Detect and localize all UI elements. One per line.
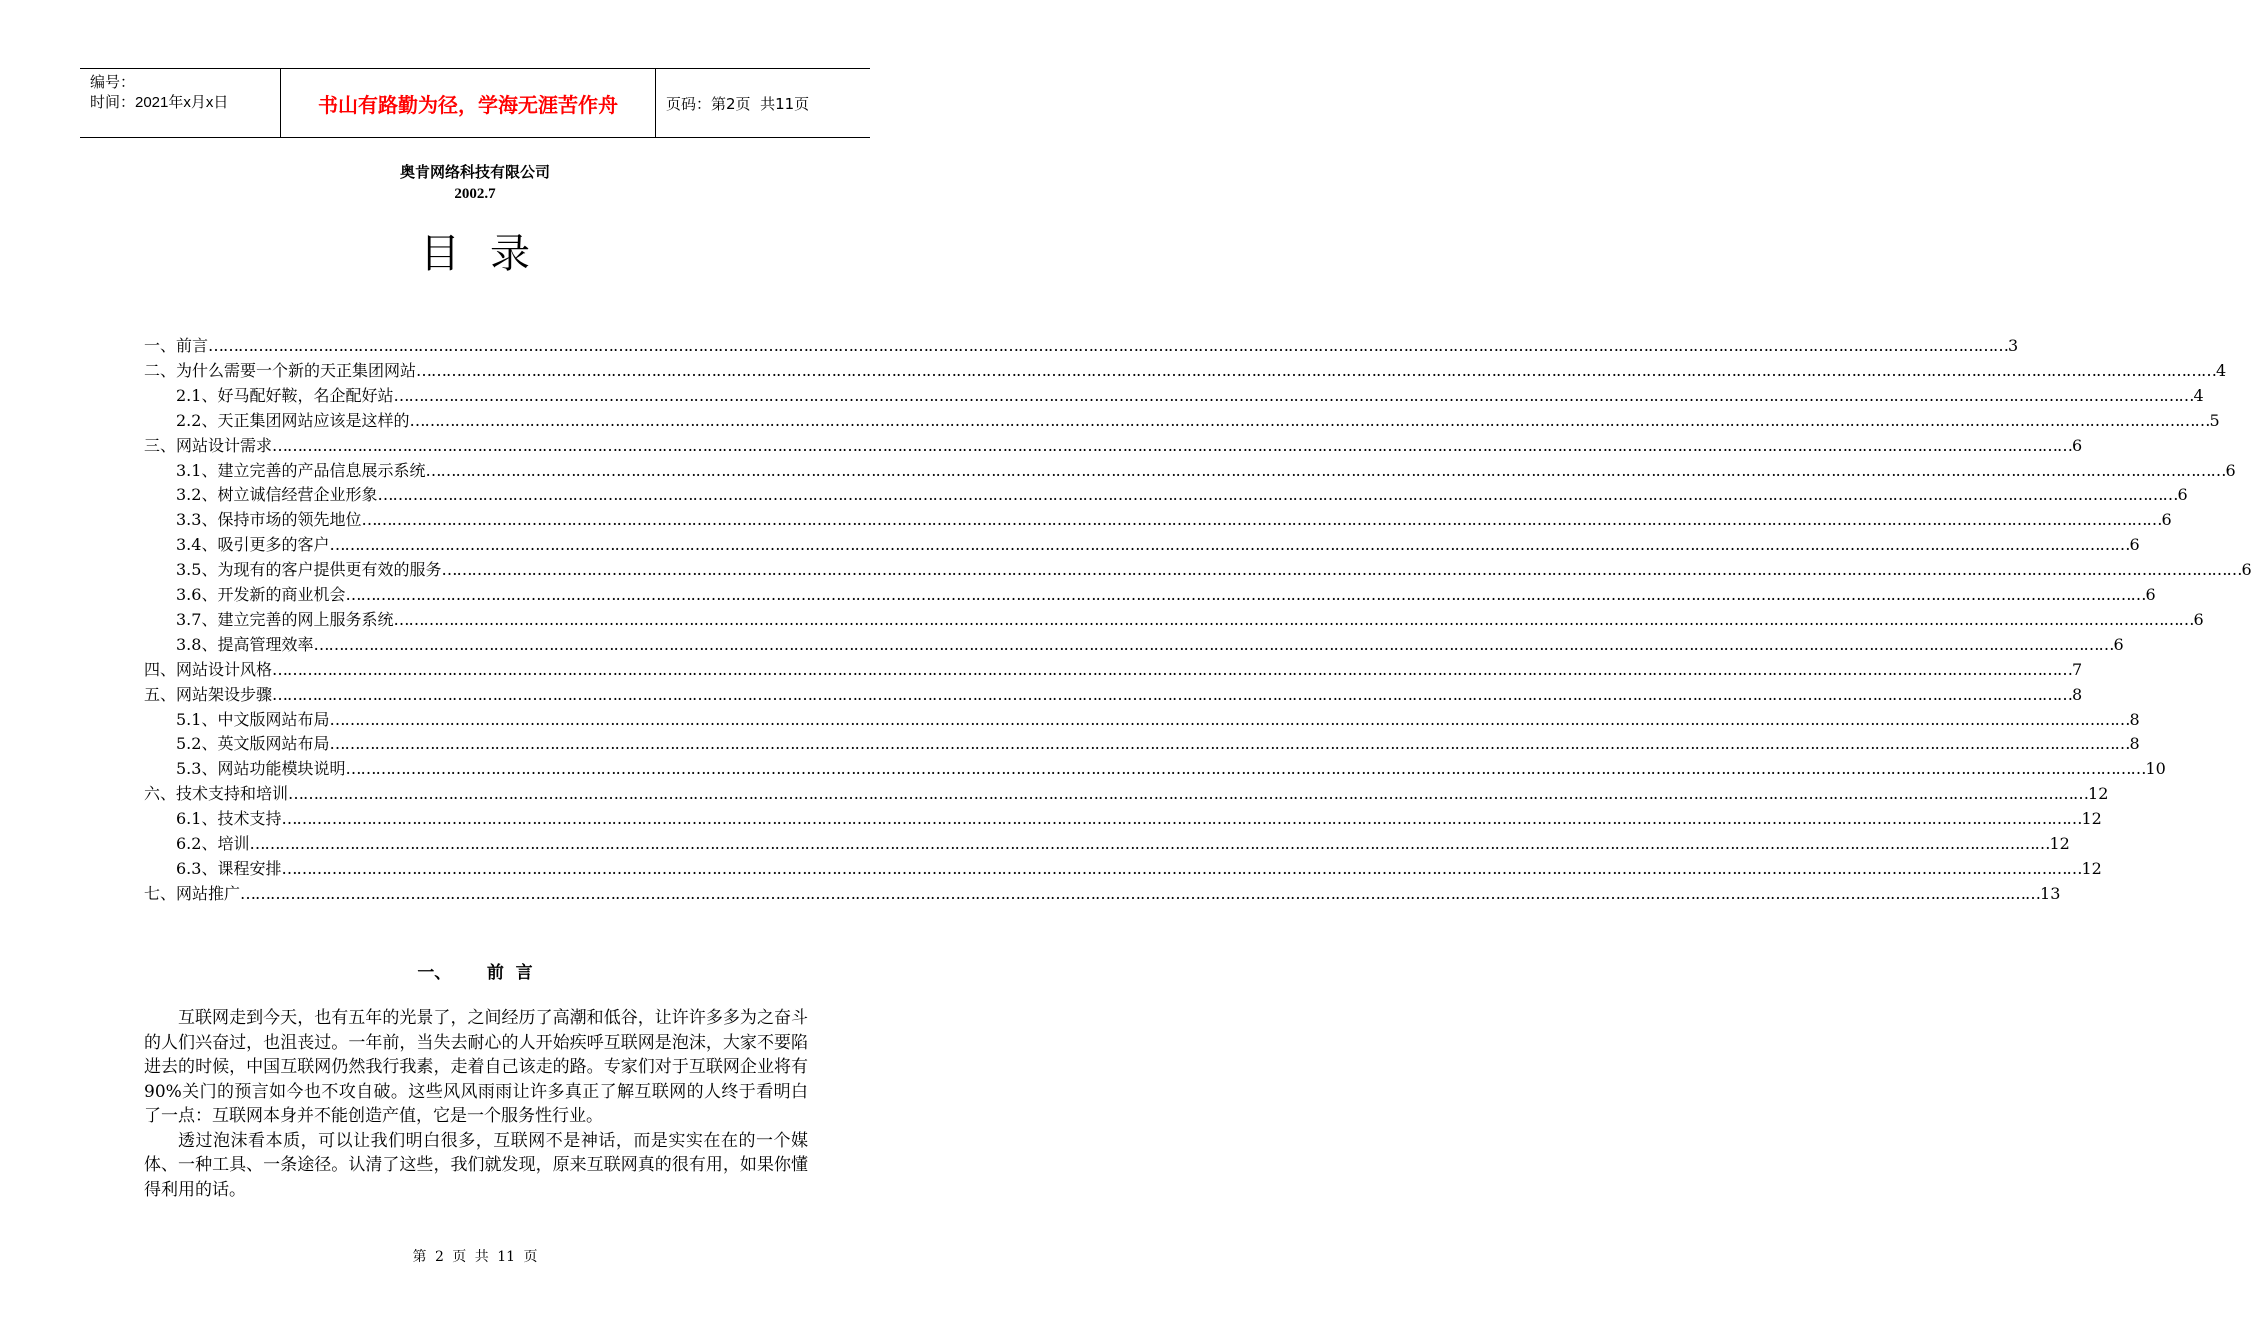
toc-entry-label: 网站架设步骤 <box>176 684 273 704</box>
toc-dot-leader: ……………………………………………………………………………………………………………………………………………………………………………………………………………………………………………………………………………………………………………………………… <box>329 734 2130 754</box>
toc-entry-label: 建立完善的产品信息展示系统 <box>217 460 426 480</box>
page-footer: 第 2 页 共 11 页 <box>412 1249 538 1265</box>
toc-entry-number: 四、 <box>144 659 177 679</box>
toc-entry-page: 6 <box>2145 585 2156 604</box>
toc-dot-leader: ……………………………………………………………………………………………………………………………………………………………………………………………………………………………………………………………………………………………………………………………… <box>377 485 2178 505</box>
toc-entry-label: 吸引更多的客户 <box>217 535 330 555</box>
toc-dot-leader: ……………………………………………………………………………………………………………………………………………………………………………………………………………………………………………………………………………………………………………………………… <box>272 684 2073 704</box>
toc-dot-leader: ……………………………………………………………………………………………………………………………………………………………………………………………………………………………………………………………………………………………………………………………… <box>361 510 2162 530</box>
toc-entry <box>176 833 2070 855</box>
toc-entry-number: 三、 <box>144 435 177 455</box>
toc-entry <box>176 584 2156 606</box>
toc-entry-page: 7 <box>2072 659 2083 679</box>
toc-entry <box>144 684 2083 706</box>
toc-entry <box>176 808 2102 830</box>
toc-dot-leader: ……………………………………………………………………………………………………………………………………………………………………………………………………………………………………………………………………………………………………………………………… <box>313 634 2114 654</box>
toc-entry <box>176 758 2166 780</box>
toc-dot-leader: ……………………………………………………………………………………………………………………………………………………………………………………………………………………………………………………………………………………………………………………………… <box>345 759 2146 779</box>
toc-dot-leader: ……………………………………………………………………………………………………………………………………………………………………………………………………………………………………………………………………………………………………………………………… <box>272 659 2073 679</box>
toc-entry-label: 网站功能模块说明 <box>217 759 346 779</box>
header-page-info: 页码：第2页 共11页 <box>666 94 810 113</box>
toc-entry <box>176 509 2172 531</box>
paragraph-2: 透过泡沫看本质，可以让我们明白很多，互联网不是神话，而是实实在在的一个媒体、一种工具、一条途径。认清了这些，我们就发现，原来互联网真的很有用，如果你懂得利用的话。 <box>144 1130 808 1200</box>
toc-entry-number: 3.6、 <box>176 585 218 604</box>
toc-dot-leader: ……………………………………………………………………………………………………………………………………………………………………………………………………………………………………………………………………………………………………………………………… <box>281 809 2082 829</box>
toc-entry-label: 培训 <box>217 834 250 853</box>
toc-entry <box>144 783 2109 805</box>
toc-entry-label: 提高管理效率 <box>217 634 314 654</box>
toc-entry <box>144 435 2083 457</box>
toc-entry-number: 3.7、 <box>176 609 218 629</box>
toc-entry <box>176 559 2252 581</box>
toc-entry-number: 2.1、 <box>176 385 218 405</box>
toc-entry-label: 技术支持 <box>217 809 282 829</box>
toc-entry <box>144 659 2083 681</box>
toc-entry <box>176 709 2140 731</box>
toc-entry-number: 3.3、 <box>176 510 218 530</box>
toc-entry-page: 6 <box>2225 460 2236 480</box>
section-title: 一、 前 言 <box>417 963 533 983</box>
toc-entry-number: 5.1、 <box>176 709 218 729</box>
toc-dot-leader: ……………………………………………………………………………………………………………………………………………………………………………………………………………………………………………………………………………………………………………………………… <box>288 784 2089 804</box>
toc-dot-leader: ……………………………………………………………………………………………………………………………………………………………………………………………………………………………………………………………………………………………………………………………… <box>249 834 2050 853</box>
toc-dot-leader: ……………………………………………………………………………………………………………………………………………………………………………………………………………………………………………………………………………………………………………………………… <box>240 883 2041 903</box>
toc-entry-number: 六、 <box>144 784 177 804</box>
toc-entry-number: 3.2、 <box>176 485 218 505</box>
toc-dot-leader: ……………………………………………………………………………………………………………………………………………………………………………………………………………………………………………………………………………………………………………………………… <box>281 858 2082 878</box>
toc-entry-label: 网站设计风格 <box>176 659 273 679</box>
toc-entry-label: 中文版网站布局 <box>217 709 330 729</box>
toc-entry <box>144 883 2061 905</box>
toc-entry <box>176 609 2204 631</box>
toc-entry-page: 6 <box>2113 634 2124 654</box>
toc-dot-leader: ……………………………………………………………………………………………………………………………………………………………………………………………………………………………………………………………………………………………………………………………… <box>416 360 2217 380</box>
toc-entry-label: 树立诚信经营企业形象 <box>217 485 378 505</box>
toc-entry-page: 12 <box>2088 784 2109 804</box>
toc-entry <box>176 484 2188 506</box>
toc-dot-leader: ……………………………………………………………………………………………………………………………………………………………………………………………………………………………………………………………………………………………………………………………… <box>393 609 2194 629</box>
toc-entry-label: 天正集团网站应该是这样的 <box>217 410 410 430</box>
toc-entry-label: 英文版网站布局 <box>217 734 330 754</box>
toc-entry-page: 10 <box>2145 759 2166 779</box>
toc-entry-number: 3.1、 <box>176 460 218 480</box>
toc-entry-label: 网站设计需求 <box>176 435 273 455</box>
header-meta <box>80 69 280 137</box>
header-motto: 书山有路勤为径，学海无涯苦作舟 <box>280 69 656 137</box>
toc-entry-label: 好马配好鞍，名企配好站 <box>217 385 394 405</box>
toc-entry-number: 一、 <box>144 336 177 355</box>
toc-entry-number: 二、 <box>144 360 177 380</box>
toc-entry-page: 4 <box>2193 385 2204 405</box>
toc-entry-page: 3 <box>2008 336 2019 355</box>
toc-entry-page: 4 <box>2216 360 2227 380</box>
toc-entry-page: 12 <box>2081 809 2102 829</box>
toc-entry-page: 6 <box>2072 435 2083 455</box>
toc-entry-page: 6 <box>2193 609 2204 629</box>
time-label: 时间：2021年x月x日 <box>90 94 229 111</box>
toc-entry-number: 5.2、 <box>176 734 218 754</box>
toc-entry-number: 6.3、 <box>176 858 218 878</box>
toc-entry-page: 8 <box>2072 684 2083 704</box>
toc-dot-leader: ……………………………………………………………………………………………………………………………………………………………………………………………………………………………………………………………………………………………………………………………… <box>409 410 2210 430</box>
toc-entry-number: 2.2、 <box>176 410 218 430</box>
toc-entry-page: 12 <box>2081 858 2102 878</box>
toc-entry-number: 3.8、 <box>176 634 218 654</box>
toc-entry <box>176 733 2140 755</box>
toc-dot-leader: ……………………………………………………………………………………………………………………………………………………………………………………………………………………………………………………………………………………………………………………………… <box>329 535 2130 555</box>
toc-entry-page: 12 <box>2049 834 2070 853</box>
toc-entry-number: 七、 <box>144 883 177 903</box>
toc-entry <box>176 385 2204 407</box>
toc-dot-leader: ……………………………………………………………………………………………………………………………………………………………………………………………………………………………………………………………………………………………………………………………… <box>425 460 2226 480</box>
toc-dot-leader: ……………………………………………………………………………………………………………………………………………………………………………………………………………………………………………………………………………………………………………………………… <box>441 560 2242 580</box>
toc-entry-number: 五、 <box>144 684 177 704</box>
toc-dot-leader: ……………………………………………………………………………………………………………………………………………………………………………………………………………………………………………………………………………………………………………………………… <box>329 709 2130 729</box>
toc-entry-label: 网站推广 <box>176 883 241 903</box>
toc-entry-label: 保持市场的领先地位 <box>217 510 362 530</box>
toc-dot-leader: ……………………………………………………………………………………………………………………………………………………………………………………………………………………………………………………………………………………………………………………………… <box>393 385 2194 405</box>
company-name: 奥肯网络科技有限公司 <box>399 163 550 181</box>
toc-entry-page: 6 <box>2177 485 2188 505</box>
toc-entry-page: 5 <box>2209 410 2220 430</box>
toc-entry <box>176 858 2102 880</box>
toc-entry-number: 3.4、 <box>176 535 218 555</box>
toc-entry-number: 6.2、 <box>176 834 218 853</box>
document-date: 2002.7 <box>454 186 496 202</box>
toc-entry-page: 13 <box>2040 883 2061 903</box>
toc-entry <box>144 335 2019 357</box>
toc-entry-page: 6 <box>2129 535 2140 555</box>
toc-entry <box>176 634 2124 656</box>
toc-entry-number: 6.1、 <box>176 809 218 829</box>
toc-entry <box>144 360 2227 382</box>
toc-entry-number: 5.3、 <box>176 759 218 779</box>
toc-entry-label: 为什么需要一个新的天正集团网站 <box>176 360 417 380</box>
toc-entry-page: 6 <box>2241 560 2252 580</box>
toc-entry-page: 8 <box>2129 734 2140 754</box>
toc-dot-leader: ……………………………………………………………………………………………………………………………………………………………………………………………………………………………………………………………………………………………………………………………… <box>208 336 2009 355</box>
toc-dot-leader: ……………………………………………………………………………………………………………………………………………………………………………………………………………………………………………………………………………………………………………………………… <box>272 435 2073 455</box>
toc-entry-label: 课程安排 <box>217 858 282 878</box>
body-text <box>144 1006 808 1202</box>
toc-entry-label: 前言 <box>176 336 209 355</box>
toc-entry-page: 6 <box>2161 510 2172 530</box>
toc-entry-label: 技术支持和培训 <box>176 784 289 804</box>
page-header <box>80 68 870 138</box>
toc-entry <box>176 460 2236 482</box>
toc-entry <box>176 534 2140 556</box>
toc-entry-label: 开发新的商业机会 <box>217 585 346 604</box>
toc-dot-leader: ……………………………………………………………………………………………………………………………………………………………………………………………………………………………………………………………………………………………………………………………… <box>345 585 2146 604</box>
toc-entry-label: 建立完善的网上服务系统 <box>217 609 394 629</box>
toc-entry-label: 为现有的客户提供更有效的服务 <box>217 560 442 580</box>
toc-title: 目录 <box>420 231 560 277</box>
toc-entry-number: 3.5、 <box>176 560 218 580</box>
paragraph-1: 互联网走到今天，也有五年的光景了，之间经历了高潮和低谷，让许许多多为之奋斗的人们兴奋过，也沮丧过。一年前，当失去耐心的人开始疾呼互联网是泡沫，大家不要陷进去的时候，中国互联网仍然我行我素，走着自己该走的路。专家们对于互联网企业将有90%关门的预言如今也不攻自破。这些风风雨雨让许多真正了解互联网的人终于看明白了一点：互联网本身并不能创造产值，它是一个服务性行业。 <box>144 1008 808 1126</box>
toc-entry-page: 8 <box>2129 709 2140 729</box>
number-label: 编号： <box>90 74 136 91</box>
toc-entry <box>176 410 2220 432</box>
